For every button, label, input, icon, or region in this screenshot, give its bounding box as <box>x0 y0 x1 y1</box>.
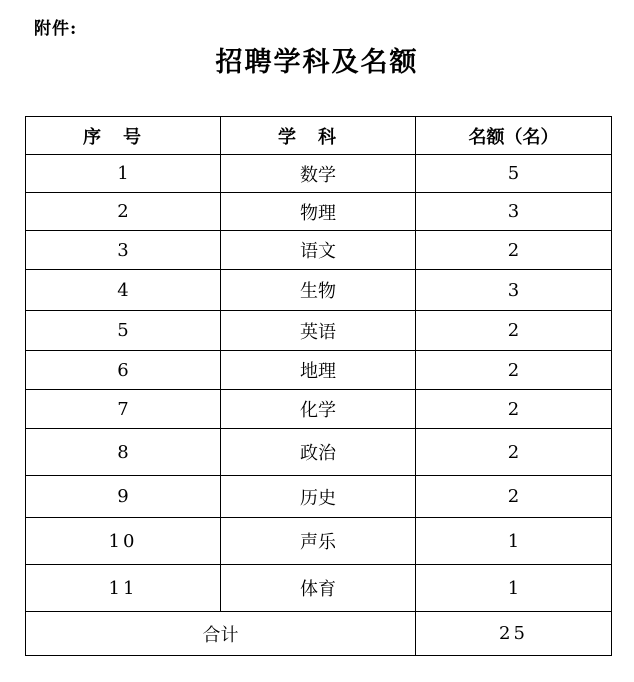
row-quota: 2 <box>416 476 612 518</box>
table-row <box>26 270 612 311</box>
header-no: 序号 <box>26 117 221 155</box>
table-row <box>26 429 612 476</box>
row-subject: 语文 <box>221 231 416 270</box>
row-subject: 政治 <box>221 429 416 476</box>
table-row <box>26 155 612 193</box>
row-subject: 数学 <box>221 155 416 193</box>
row-quota: 2 <box>416 351 612 390</box>
row-subject: 物理 <box>221 193 416 231</box>
row-no: 4 <box>26 270 221 311</box>
table-row <box>26 518 612 565</box>
row-quota: 2 <box>416 311 612 351</box>
table-row <box>26 311 612 351</box>
row-quota: 5 <box>416 155 612 193</box>
row-subject: 声乐 <box>221 518 416 565</box>
row-quota: 1 <box>416 565 612 612</box>
row-subject: 地理 <box>221 351 416 390</box>
row-subject: 历史 <box>221 476 416 518</box>
row-quota: 2 <box>416 390 612 429</box>
row-subject: 化学 <box>221 390 416 429</box>
document-title: 招聘学科及名额 <box>215 47 419 78</box>
row-no: 5 <box>26 311 221 351</box>
row-subject: 英语 <box>221 311 416 351</box>
table-row <box>26 390 612 429</box>
header-subject: 学科 <box>221 117 416 155</box>
row-no: 7 <box>26 390 221 429</box>
table-row <box>26 565 612 612</box>
table-header-row <box>26 117 612 155</box>
total-label: 合计 <box>26 612 416 656</box>
total-quota: 25 <box>416 612 612 656</box>
row-quota: 3 <box>416 270 612 311</box>
table-row <box>26 231 612 270</box>
row-no: 6 <box>26 351 221 390</box>
table-row <box>26 351 612 390</box>
row-no: 9 <box>26 476 221 518</box>
row-no: 2 <box>26 193 221 231</box>
row-subject: 体育 <box>221 565 416 612</box>
row-no: 1 <box>26 155 221 193</box>
row-quota: 2 <box>416 429 612 476</box>
quota-table <box>25 116 612 656</box>
table-row <box>26 193 612 231</box>
row-quota: 3 <box>416 193 612 231</box>
table-total-row <box>26 612 612 656</box>
attachment-label: 附件: <box>34 19 78 39</box>
row-no: 8 <box>26 429 221 476</box>
row-no: 3 <box>26 231 221 270</box>
row-subject: 生物 <box>221 270 416 311</box>
row-quota: 2 <box>416 231 612 270</box>
header-quota: 名额（名） <box>416 117 612 155</box>
row-no: 10 <box>26 518 221 565</box>
row-quota: 1 <box>416 518 612 565</box>
row-no: 11 <box>26 565 221 612</box>
table-row <box>26 476 612 518</box>
